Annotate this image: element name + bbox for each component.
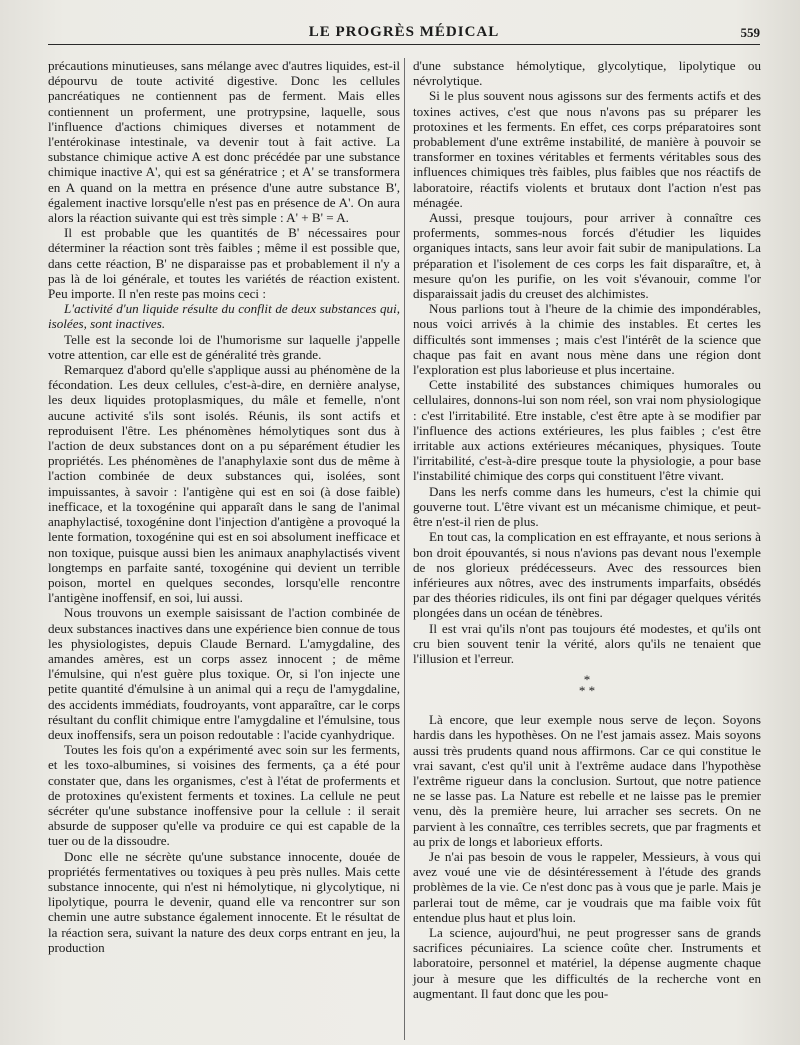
asterism-bottom: * *	[578, 683, 596, 699]
paragraph: Toutes les fois qu'on a expérimenté avec soin sur les ferments, et les toxo-albumines, si voisines des ferments, ça a été pour constater que, dans les organismes, c'est à l'état de proferments et de protoxines qu'existent ferments et toxines. La cellule ne peut sécréter qu'une substance inoffensive pour la cellule : il serait absurde de supposer qu'elle va produire ce qui est capable de la tuer ou de la dissoudre.	[48, 742, 400, 849]
paragraph: Dans les nerfs comme dans les humeurs, c'est la chimie qui gouverne tout. L'être vivant est un mécanisme chimique, et peut-être n'est-il rien de plus.	[413, 483, 761, 530]
asterism-top: *	[583, 672, 591, 688]
paragraph: Aussi, presque toujours, pour arriver à connaître ces proferments, sommes-nous forcés d'étudier les liquides organiques intacts, sans leur avoir fait subir de manipulations. La préparation et l'isolement de ces corps les fait disparaître, et, à mesure qu'on les purifie, on les voit s'évanouir, comme l'or disparaissait jadis du creuset des alchimistes.	[413, 210, 761, 302]
paragraph: d'une substance hémolytique, glycolytique, lipolytique ou névrolytique.	[413, 58, 761, 89]
paragraph: Donc elle ne sécrète qu'une substance innocente, douée de propriétés fermentatives ou toxiques à peu près nulles. Mais cette substance innocente, qui n'est ni hémolytique, ni glycolytique, ni lipolytique, pourra le devenir, quand elle va rencontrer sur son chemin une autre substance également innocente. Et le résultat de la réaction sera, suivant la nature des deux corps entrant en jeu, la production	[48, 848, 400, 955]
paragraph: Là encore, que leur exemple nous serve de leçon. Soyons hardis dans les hypothèses. On ne l'est jamais assez. Mais soyons aussi très prudents quand nous affirmons. Car ce qui constitue le vrai savant, c'est qu'il unit à l'extrême audace dans l'hypothèse l'extrême rigueur dans la conclusion. Surtout, que notre patience ne se lasse pas. La Nature est rebelle et ne laisse pas le premier venu, dès la première heure, lui arracher ses secrets. On ne parvient à les connaître, ces terribles secrets, que par fragments et au prix de longs et laborieux efforts.	[413, 712, 761, 849]
paragraph: précautions minutieuses, sans mélange avec d'autres liquides, est-il dépourvu de toute activité digestive. Donc les cellules pancréatiques ne contiennent pas de ferment. Mais elles contiennent un proferment, une protrypsine, laquelle, sous l'influence d'actions chimiques diverses et notamment de l'entérokinase intestinale, va devenir tout à fait active. La substance chimique active A est donc précédée par une substance chimique inactive A', qui est sa génératrice ; et A' se transformera en A quand on la mettra en présence d'une autre substance B', également inactive lorsqu'elle n'est pas en présence de A'. On aura alors la réaction suivante qui est très simple : A' + B' = A.	[48, 58, 400, 226]
paragraph: Je n'ai pas besoin de vous le rappeler, Messieurs, à vous qui avez voué une vie de désintéressement à l'étude des grands problèmes de la vie. Ce n'est donc pas à vous que je parle. Mais je parlerai tout de même, car je voudrais que ma faible voix fût entendue plus haut et plus loin.	[413, 848, 761, 925]
column-divider	[404, 58, 405, 1040]
paragraph: Si le plus souvent nous agissons sur des ferments actifs et des toxines actives, c'est que nous n'avons pas su préparer les protoxines et les ferments. En effet, ces corps préparatoires sont probablement d'une extrême instabilité, de manière à pouvoir se transformer en toxines véritables et ferments véritables sous des influences chimiques très faibles, plus faibles que nos réactifs de laboratoire, réactifs violents et brutaux dont l'action n'est pas ménagée.	[413, 88, 761, 210]
page-header	[48, 22, 760, 45]
paragraph: Remarquez d'abord qu'elle s'applique aussi au phénomène de la fécondation. Les deux cellules, c'est-à-dire, en dernière analyse, les deux liquides protoplasmiques, du mâle et femelle, n'ont aucune activité s'ils sont isolés. Réunis, ils sont actifs et reproduisent l'être. Les phénomènes hémolytiques sont dus à l'action de deux substances dont on a pu séparément étudier les propriétés. Les phénomènes de l'anaphylaxie sont dus de même à l'action combinée de deux substances qui, isolées, sont impuissantes, à savoir : l'antigène qui est en soi (à dose faible) inefficace, et la toxogénine qui apparaît dans le sang de l'animal anaphylactisé, toxogénine dont l'injection d'antigène a provoqué la lente formation, toxogénine qui est en soi absolument inefficace et non toxique, puisque aussi bien les animaux anaphylactisés vivent longtemps en parfaite santé, toxogénine qui devient un terrible poison, mortel en quelques secondes, lorsqu'elle rencontre l'antigène inoffensif, en soi, lui aussi.	[48, 362, 400, 606]
right-column	[413, 58, 761, 1001]
section-asterism	[413, 672, 761, 699]
left-column	[48, 58, 400, 955]
paragraph: Nous parlions tout à l'heure de la chimie des impondérables, nous voici arrivés à la chimie des instables. Et certes les difficultés sont immenses ; mais c'est l'intérêt de la science que chaque pas fait en avant nous mène dans une région dont l'exploration est plus laborieuse et plus incertaine.	[413, 301, 761, 378]
italic-law-statement: L'activité d'un liquide résulte du conflit de deux substances qui, isolées, sont inactives.	[48, 301, 400, 332]
paragraph: Il est probable que les quantités de B' nécessaires pour déterminer la réaction sont très faibles ; même il est possible que, dans cette réaction, B' ne disparaisse pas et probablement il n'y a pas là de loi générale, et toutes les variétés de réaction existent. Peu importe. Il n'en reste pas moins ceci :	[48, 225, 400, 302]
page-number: 559	[740, 25, 760, 40]
paragraph: Cette instabilité des substances chimiques humorales ou cellulaires, donnons-lui son nom réel, son vrai nom physiologique : c'est l'irritabilité. Etre instable, c'est être apte à se modifier par l'influence des actions extérieures, les plus faibles ; c'est être irritable aux actions extérieures mécaniques, physiques. Toute l'irritabilité, c'est-à-dire presque toute la physiologie, a pour base l'instabilité chimique des corps qui constituent l'être vivant.	[413, 377, 761, 484]
paragraph: En tout cas, la complication en est effrayante, et nous serions à bon droit épouvantés, si nous n'avions pas devant nous l'exemple de nos glorieux prédécesseurs. Avec des ressources bien inférieures aux nôtres, avec des instruments imparfaits, obsédés par des théories ridicules, ils ont fini par dégager quelques vérités plongées dans un océan de ténèbres.	[413, 529, 761, 621]
paragraph: Nous trouvons un exemple saisissant de l'action combinée de deux substances inactives dans une expérience bien connue de tous les physiologistes, depuis Claude Bernard. L'amygdaline, des amandes amères, est un corps assez innocent ; de même l'émulsine, qui n'est guère plus toxique. Or, si l'on injecte une petite quantité d'émulsine à un animal qui a reçu de l'amygdaline, des accidents immédiats, foudroyants, vont apparaître, car le corps résultant du conflit chimique entre l'amygdaline et l'émulsine, tous deux inoffensifs, sera un poison redoutable : l'acide cyanhydrique.	[48, 605, 400, 742]
paragraph: La science, aujourd'hui, ne peut progresser sans de grands sacrifices pécuniaires. La science coûte cher. Instruments et laboratoire, personnel et matériel, la dépense augmente chaque jour à mesure que les difficultés de la recherche vont en augmentant. Il faut donc que les pou-	[413, 924, 761, 1001]
paragraph: Telle est la seconde loi de l'humorisme sur laquelle j'appelle votre attention, car elle est de généralité très grande.	[48, 331, 400, 362]
paragraph: Il est vrai qu'ils n'ont pas toujours été modestes, et qu'ils ont cru bien souvent tenir la vérité, alors qu'ils ne tenaient que l'illusion et l'erreur.	[413, 620, 761, 666]
running-title: LE PROGRÈS MÉDICAL	[308, 24, 500, 40]
